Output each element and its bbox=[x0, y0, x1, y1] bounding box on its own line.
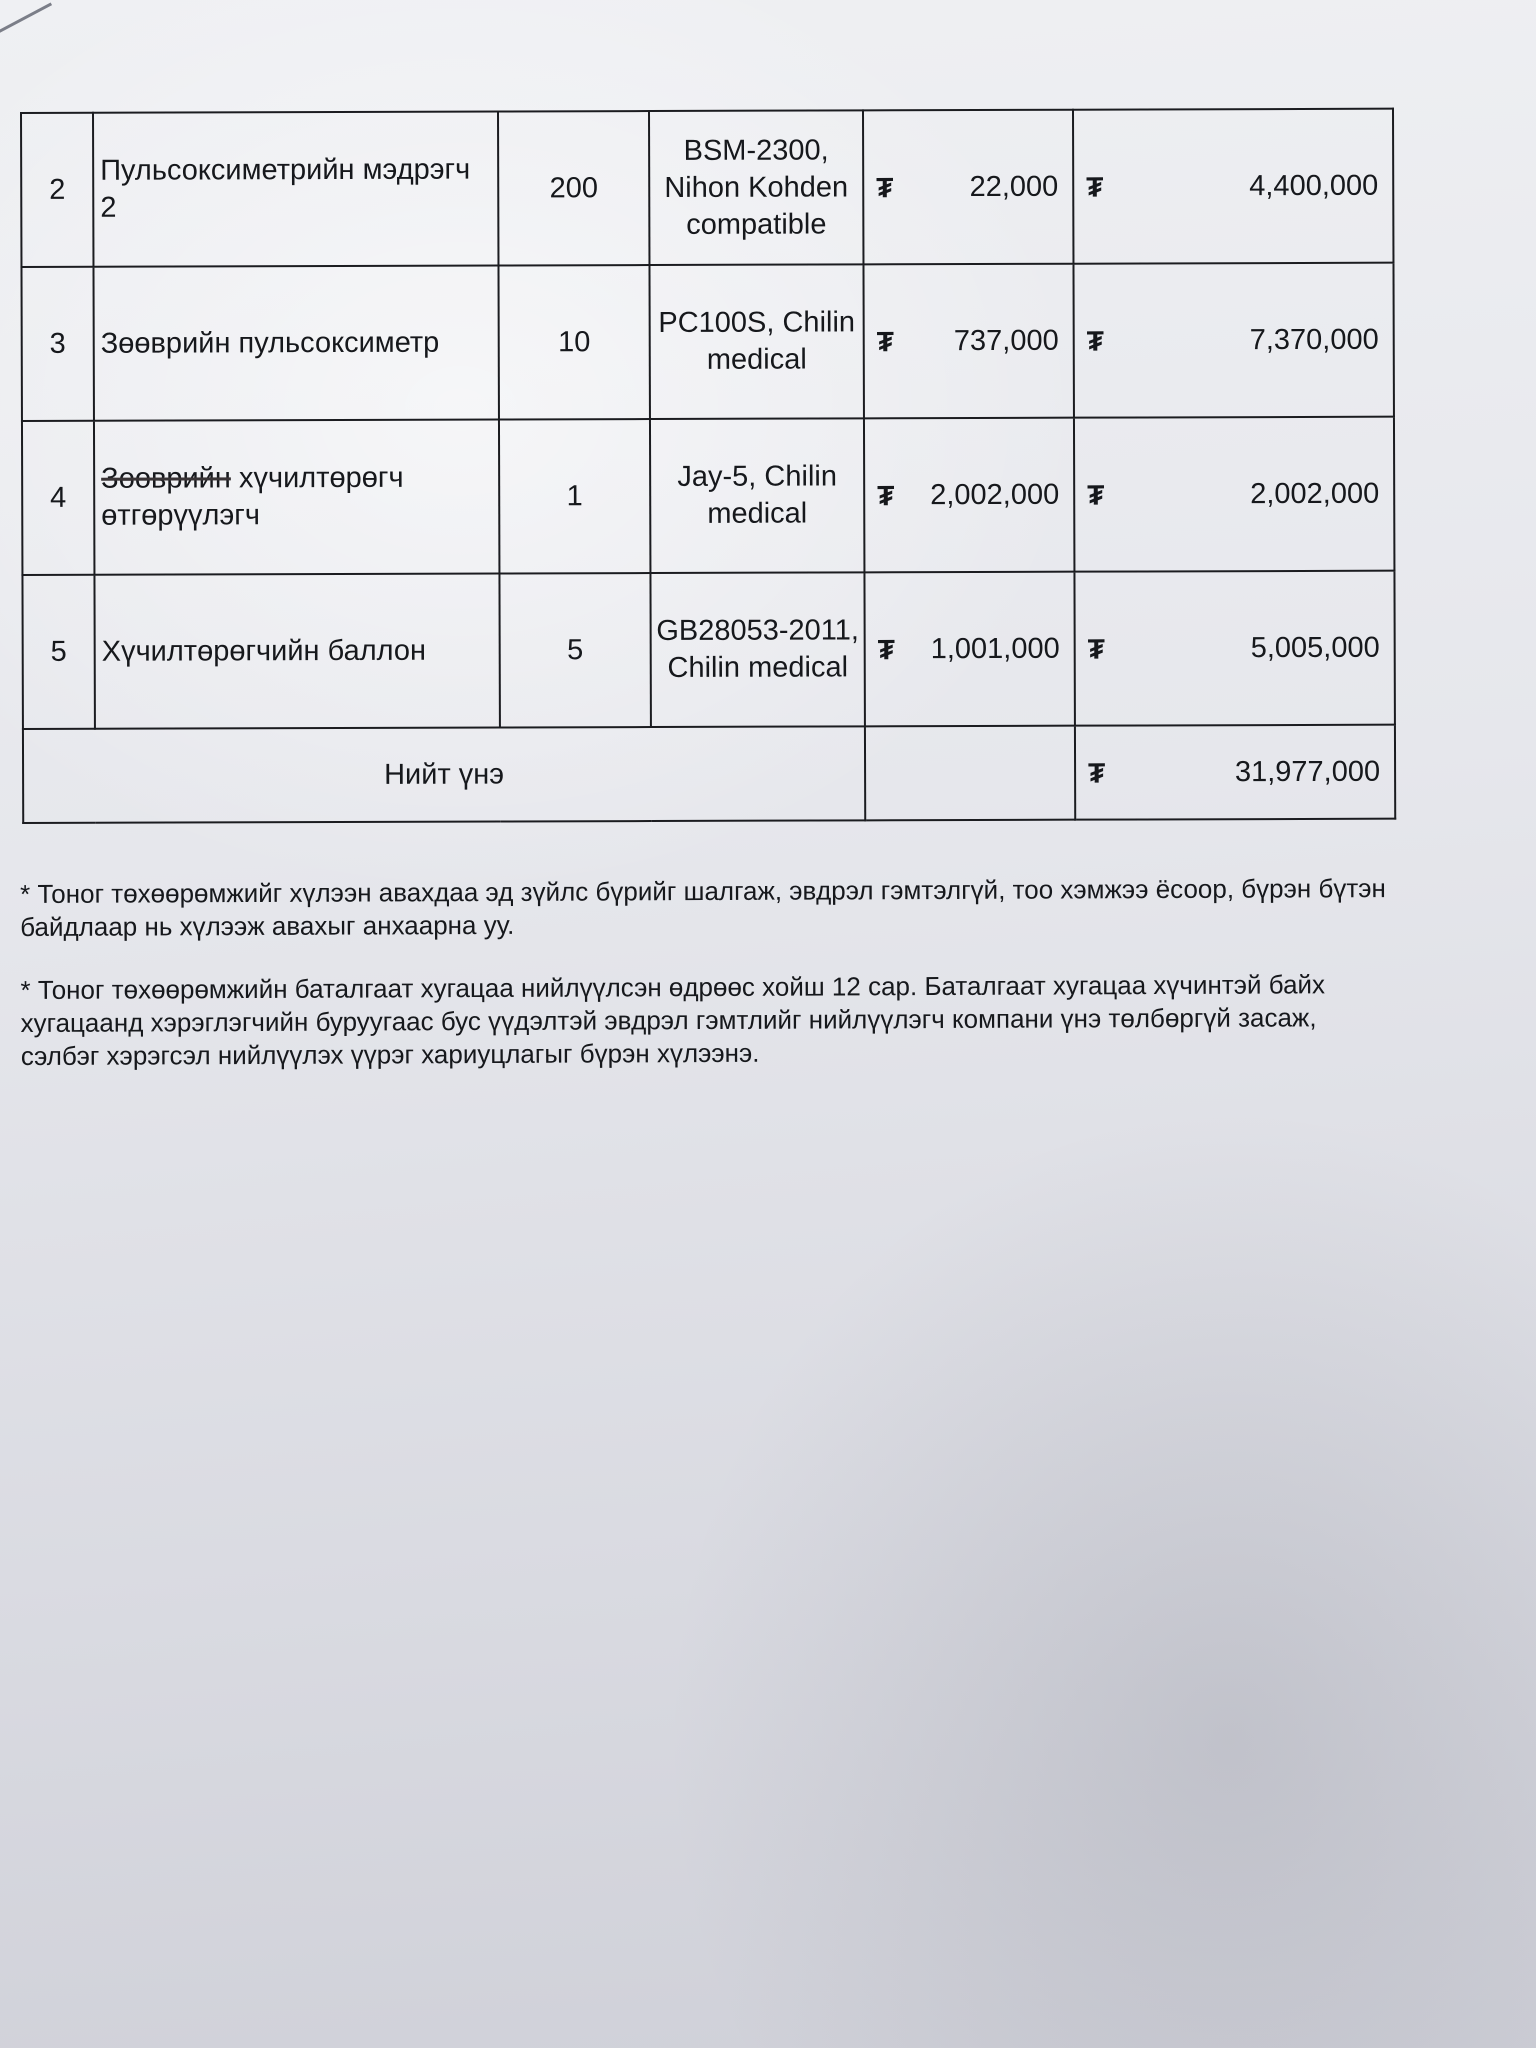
tugrik-sign-icon: ₮ bbox=[876, 325, 894, 357]
unit-price: 1,001,000 bbox=[930, 632, 1060, 665]
line-total: 2,002,000 bbox=[1250, 477, 1380, 510]
line-total-cell bbox=[1074, 571, 1394, 726]
tugrik-sign-icon: ₮ bbox=[1087, 479, 1105, 511]
line-total: 5,005,000 bbox=[1250, 631, 1380, 664]
row-number: 2 bbox=[21, 113, 93, 267]
unit-price: 2,002,000 bbox=[930, 478, 1060, 511]
tugrik-sign-icon: ₮ bbox=[1087, 633, 1105, 665]
row-number: 4 bbox=[22, 421, 94, 575]
table-row bbox=[22, 571, 1394, 729]
item-model: BSM-2300, Nihon Kohden compatible bbox=[649, 110, 863, 265]
item-quantity: 1 bbox=[499, 419, 650, 573]
line-total: 4,400,000 bbox=[1249, 169, 1379, 202]
item-name: Зөөврийн пульсоксиметр bbox=[93, 265, 498, 420]
total-label: Нийт үнэ bbox=[23, 726, 865, 823]
table-row bbox=[22, 417, 1394, 575]
item-model: GB28053-2011, Chilin medical bbox=[650, 572, 864, 727]
item-name-rest: хүчилтөрөгч өтгөрүүлэгч bbox=[101, 461, 404, 532]
item-model: Jay-5, Chilin medical bbox=[650, 418, 864, 573]
item-name bbox=[94, 419, 499, 574]
line-total: 7,370,000 bbox=[1249, 323, 1379, 356]
line-total-cell bbox=[1073, 263, 1393, 418]
item-model: PC100S, Chilin medical bbox=[649, 264, 863, 419]
item-quantity: 5 bbox=[499, 573, 650, 727]
tugrik-sign-icon: ₮ bbox=[877, 633, 895, 665]
grand-total: 31,977,000 bbox=[1234, 755, 1381, 788]
line-total-cell bbox=[1074, 417, 1394, 572]
tugrik-sign-icon: ₮ bbox=[877, 479, 895, 511]
struck-word: Зөөврийн bbox=[101, 462, 231, 495]
unit-price: 737,000 bbox=[953, 324, 1059, 357]
unit-price: 22,000 bbox=[969, 170, 1059, 203]
price-table bbox=[20, 108, 1396, 824]
table-row bbox=[21, 263, 1393, 421]
item-name: Хүчилтөрөгчийн баллон bbox=[94, 573, 499, 728]
grand-total-cell bbox=[1075, 725, 1395, 820]
row-number: 3 bbox=[21, 267, 93, 421]
note-inspection: * Тоног төхөөрөмжийг хүлээн авахдаа эд зүйлс бүрийг шалгаж, эвдрэл гэмтэлгүй, тоо хэмжээ ёсоор, бүрэн бүтэн байдлаар нь хүлээж авахыг анхаарна уу. bbox=[20, 873, 1386, 942]
tugrik-sign-icon: ₮ bbox=[1086, 325, 1104, 357]
line-total-cell bbox=[1073, 109, 1393, 264]
total-row bbox=[23, 725, 1395, 823]
paper-corner-shadow bbox=[0, 0, 60, 50]
tugrik-sign-icon: ₮ bbox=[1088, 757, 1106, 789]
notes-section bbox=[20, 872, 1401, 1103]
table-row bbox=[21, 109, 1393, 267]
item-quantity: 200 bbox=[498, 111, 649, 265]
price-table-sheet bbox=[20, 108, 1394, 824]
row-number: 5 bbox=[22, 575, 94, 729]
unit-price-cell bbox=[863, 264, 1073, 419]
empty-cell bbox=[865, 726, 1075, 821]
unit-price-cell bbox=[863, 110, 1073, 265]
unit-price-cell bbox=[864, 418, 1074, 573]
note-warranty: * Тоног төхөөрөмжийн баталгаат хугацаа нийлүүлсэн өдрөөс хойш 12 сар. Баталгаат хугацаа хүчинтэй байх хугацаанд хэрэглэгчийн буруугаас бус үүдэлтэй эвдрэл гэмтлийг нийлүүлэгч компани үнэ төлбөргүй засаж, сэлбэг хэрэгсэл нийлүүлэх үүрэг хариуцлагыг бүрэн хүлээнэ. bbox=[20, 969, 1326, 1071]
item-quantity: 10 bbox=[498, 265, 649, 419]
tugrik-sign-icon: ₮ bbox=[1086, 171, 1104, 203]
unit-price-cell bbox=[864, 572, 1074, 727]
tugrik-sign-icon: ₮ bbox=[876, 171, 894, 203]
item-name: Пульсоксиметрийн мэдрэгч 2 bbox=[93, 111, 498, 266]
